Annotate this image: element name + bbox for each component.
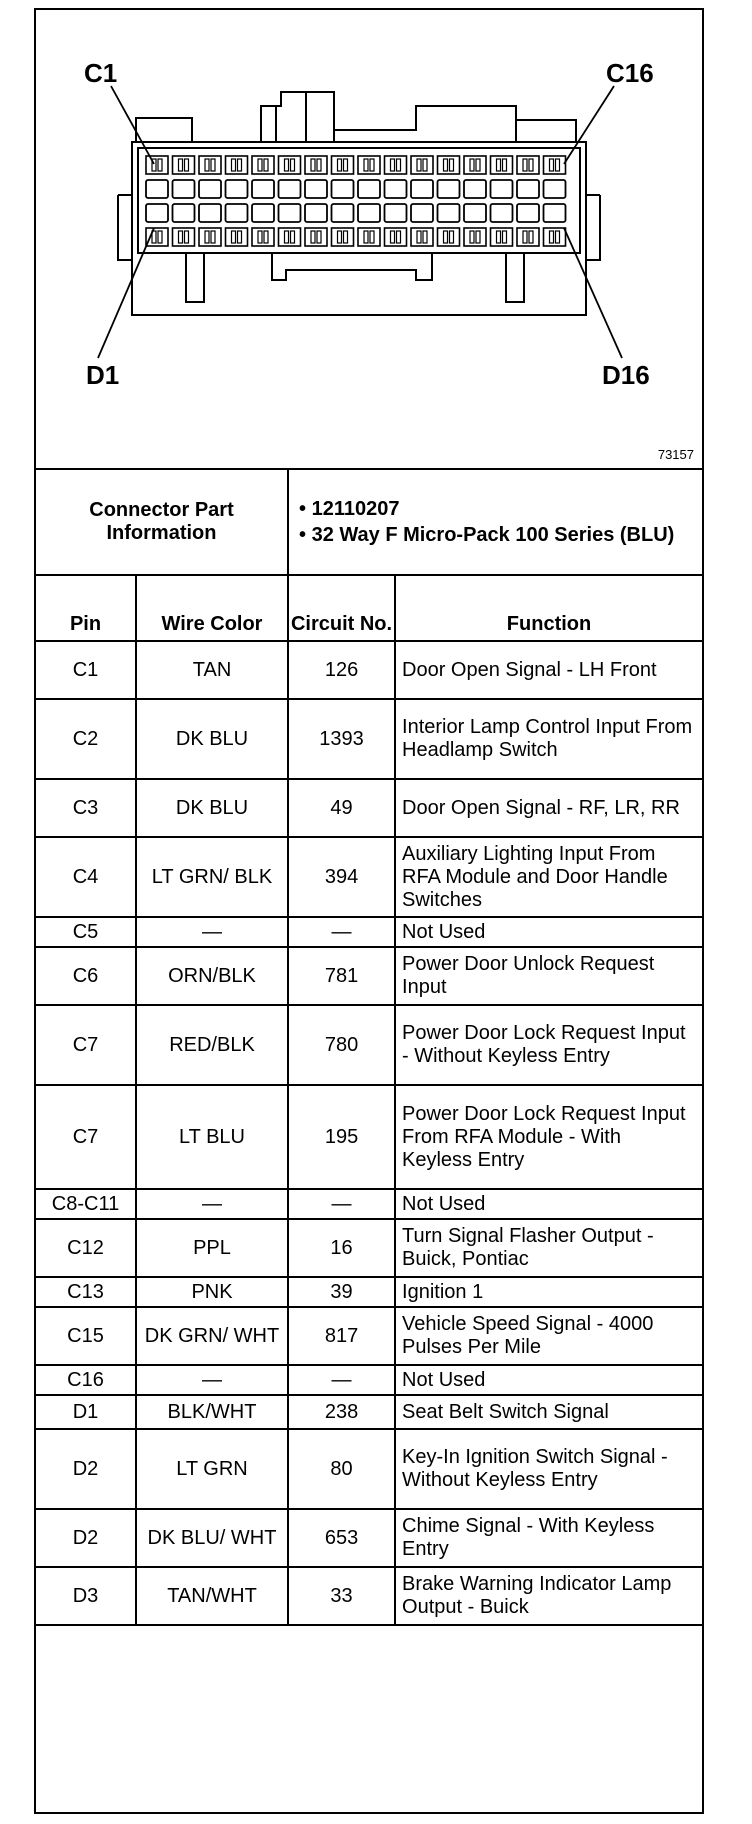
pin-terminal bbox=[364, 231, 368, 243]
pin-cavity bbox=[464, 228, 486, 246]
pin-cavity bbox=[385, 180, 407, 198]
circuit-cell: 49 bbox=[288, 779, 395, 837]
wire-color-cell: LT GRN bbox=[136, 1429, 288, 1509]
circuit-cell: — bbox=[288, 1189, 395, 1219]
bottom-rib-left bbox=[186, 253, 204, 302]
function-cell: Vehicle Speed Signal - 4000 Pulses Per Mile bbox=[395, 1307, 702, 1365]
pin-cavity bbox=[173, 156, 195, 174]
wire-color-cell: ORN/BLK bbox=[136, 947, 288, 1005]
pin-cavity bbox=[438, 180, 460, 198]
header-wire-color: Wire Color bbox=[136, 575, 288, 641]
pin-cavity bbox=[332, 156, 354, 174]
table-row bbox=[36, 1365, 702, 1395]
pin-terminal bbox=[497, 231, 501, 243]
pin-terminal bbox=[370, 159, 374, 171]
pin-cell: C3 bbox=[36, 779, 136, 837]
pin-cell: C13 bbox=[36, 1277, 136, 1307]
pin-terminal bbox=[470, 159, 474, 171]
pin-cell: C1 bbox=[36, 641, 136, 699]
pin-terminal bbox=[232, 231, 236, 243]
pin-cell: C16 bbox=[36, 1365, 136, 1395]
function-cell: Ignition 1 bbox=[395, 1277, 702, 1307]
function-cell: Brake Warning Indicator Lamp Output - Buick bbox=[395, 1567, 702, 1625]
pin-cavity bbox=[358, 228, 380, 246]
pin-terminal bbox=[476, 159, 480, 171]
circuit-cell: 39 bbox=[288, 1277, 395, 1307]
top-latch bbox=[261, 92, 334, 142]
pin-cell: C7 bbox=[36, 1085, 136, 1189]
connector-info-values bbox=[288, 469, 702, 575]
pin-terminal bbox=[523, 231, 527, 243]
pin-cell: C2 bbox=[36, 699, 136, 779]
pin-terminal bbox=[317, 159, 321, 171]
wire-color-cell: DK BLU/ WHT bbox=[136, 1509, 288, 1567]
circuit-cell: 126 bbox=[288, 641, 395, 699]
pin-cavity bbox=[491, 156, 513, 174]
wire-color-cell: — bbox=[136, 1189, 288, 1219]
pin-cavity bbox=[464, 204, 486, 222]
connector-description: • 32 Way F Micro-Pack 100 Series (BLU) bbox=[299, 524, 675, 546]
left-latch bbox=[118, 195, 132, 260]
pin-terminal bbox=[497, 159, 501, 171]
pin-cavity bbox=[438, 156, 460, 174]
pin-cavity bbox=[385, 228, 407, 246]
circuit-cell: 33 bbox=[288, 1567, 395, 1625]
table-row bbox=[36, 1189, 702, 1219]
table-row bbox=[36, 1219, 702, 1277]
pin-terminal bbox=[179, 159, 183, 171]
pin-cavity bbox=[279, 156, 301, 174]
bottom-rib-right bbox=[506, 253, 524, 302]
wire-color-cell: PNK bbox=[136, 1277, 288, 1307]
pin-cavity bbox=[411, 204, 433, 222]
pin-terminal bbox=[556, 231, 560, 243]
table-row bbox=[36, 641, 702, 699]
pin-cavity bbox=[358, 156, 380, 174]
pin-terminal bbox=[529, 159, 533, 171]
wire-color-cell: — bbox=[136, 917, 288, 947]
wire-color-cell: DK BLU bbox=[136, 699, 288, 779]
function-cell: Power Door Unlock Request Input bbox=[395, 947, 702, 1005]
pin-cavity bbox=[146, 156, 168, 174]
wire-color-cell: — bbox=[136, 1365, 288, 1395]
pin-cell: D3 bbox=[36, 1567, 136, 1625]
pin-terminal bbox=[470, 231, 474, 243]
connector-face-drawing bbox=[36, 10, 702, 468]
pin-cavity bbox=[199, 156, 221, 174]
pin-terminal bbox=[397, 159, 401, 171]
pin-cavity bbox=[252, 228, 274, 246]
pin-terminal bbox=[285, 159, 289, 171]
table-row bbox=[36, 1307, 702, 1365]
pin-terminal bbox=[338, 159, 342, 171]
pin-terminal bbox=[185, 231, 189, 243]
pin-cavity bbox=[332, 228, 354, 246]
label-d1: D1 bbox=[86, 360, 120, 390]
pin-terminal bbox=[417, 231, 421, 243]
pin-cavity bbox=[491, 180, 513, 198]
table-row bbox=[36, 1005, 702, 1085]
pin-cavity bbox=[491, 204, 513, 222]
pin-terminal bbox=[444, 231, 448, 243]
function-cell: Not Used bbox=[395, 1189, 702, 1219]
pin-cell: C5 bbox=[36, 917, 136, 947]
pin-terminal bbox=[238, 159, 242, 171]
pin-cell: D2 bbox=[36, 1429, 136, 1509]
pin-terminal bbox=[476, 231, 480, 243]
function-cell: Seat Belt Switch Signal bbox=[395, 1395, 702, 1429]
top-rib-edge bbox=[516, 120, 576, 142]
pin-cavity bbox=[438, 204, 460, 222]
table-row bbox=[36, 947, 702, 1005]
function-cell: Turn Signal Flasher Output - Buick, Pontiac bbox=[395, 1219, 702, 1277]
leader-c16 bbox=[564, 86, 614, 164]
pin-terminal bbox=[158, 159, 162, 171]
table-row bbox=[36, 1277, 702, 1307]
top-rib-right bbox=[334, 106, 516, 142]
leader-d16 bbox=[564, 228, 622, 358]
pin-cell: D2 bbox=[36, 1509, 136, 1567]
pin-cavity bbox=[199, 204, 221, 222]
pin-cavity bbox=[517, 156, 539, 174]
pin-cell: C4 bbox=[36, 837, 136, 917]
pin-cavity bbox=[226, 156, 248, 174]
pin-cavity bbox=[438, 228, 460, 246]
table-row bbox=[36, 1085, 702, 1189]
pin-cavity bbox=[517, 180, 539, 198]
right-latch bbox=[586, 195, 600, 260]
circuit-cell: — bbox=[288, 1365, 395, 1395]
connector-info-row bbox=[36, 469, 702, 575]
circuit-cell: 394 bbox=[288, 837, 395, 917]
pin-cavity bbox=[411, 180, 433, 198]
pin-cavity bbox=[279, 228, 301, 246]
pin-cavity bbox=[305, 180, 327, 198]
label-c1: C1 bbox=[84, 58, 118, 88]
circuit-cell: 195 bbox=[288, 1085, 395, 1189]
connector-info-label: Connector Part Information bbox=[36, 469, 288, 575]
header-pin: Pin bbox=[36, 575, 136, 641]
table-row bbox=[36, 917, 702, 947]
pin-cavity bbox=[173, 180, 195, 198]
circuit-cell: 16 bbox=[288, 1219, 395, 1277]
function-cell: Chime Signal - With Keyless Entry bbox=[395, 1509, 702, 1567]
pin-terminal bbox=[311, 231, 315, 243]
pin-cavity bbox=[199, 180, 221, 198]
bottom-key bbox=[272, 253, 432, 280]
pin-cavity bbox=[305, 228, 327, 246]
pin-cavity bbox=[252, 156, 274, 174]
function-cell: Auxiliary Lighting Input From RFA Module and Door Handle Switches bbox=[395, 837, 702, 917]
pin-terminal bbox=[556, 159, 560, 171]
pin-cavity bbox=[146, 180, 168, 198]
pin-terminal bbox=[232, 159, 236, 171]
wire-color-cell: RED/BLK bbox=[136, 1005, 288, 1085]
pin-cavity bbox=[358, 180, 380, 198]
pin-cavity bbox=[332, 180, 354, 198]
table-row bbox=[36, 1567, 702, 1625]
table-row bbox=[36, 837, 702, 917]
function-cell: Door Open Signal - RF, LR, RR bbox=[395, 779, 702, 837]
pin-terminal bbox=[444, 159, 448, 171]
pin-terminal bbox=[391, 159, 395, 171]
connector-part-number: • 12110207 bbox=[299, 498, 400, 520]
pin-cavity bbox=[358, 204, 380, 222]
pin-terminal bbox=[423, 231, 427, 243]
circuit-cell: 80 bbox=[288, 1429, 395, 1509]
function-cell: Power Door Lock Request Input From RFA Module - With Keyless Entry bbox=[395, 1085, 702, 1189]
table-header-row bbox=[36, 575, 702, 641]
pin-terminal bbox=[185, 159, 189, 171]
pin-cavity bbox=[226, 204, 248, 222]
pin-cavity bbox=[385, 204, 407, 222]
pin-terminal bbox=[397, 231, 401, 243]
pin-terminal bbox=[291, 159, 295, 171]
header-circuit-no: Circuit No. bbox=[288, 575, 395, 641]
label-d16: D16 bbox=[602, 360, 650, 390]
pin-cavity bbox=[544, 204, 566, 222]
pin-terminal bbox=[211, 231, 215, 243]
table-row bbox=[36, 1429, 702, 1509]
function-cell: Key-In Ignition Switch Signal - Without Keyless Entry bbox=[395, 1429, 702, 1509]
pin-terminal bbox=[344, 231, 348, 243]
pin-cavity bbox=[252, 180, 274, 198]
leader-d1 bbox=[98, 228, 154, 358]
pin-cavity bbox=[332, 204, 354, 222]
function-cell: Not Used bbox=[395, 1365, 702, 1395]
wire-color-cell: DK BLU bbox=[136, 779, 288, 837]
pin-cavity bbox=[517, 204, 539, 222]
pinout-table bbox=[36, 468, 702, 1626]
circuit-cell: 1393 bbox=[288, 699, 395, 779]
pin-cavity bbox=[226, 180, 248, 198]
pin-cavity bbox=[279, 204, 301, 222]
pin-cavity bbox=[385, 156, 407, 174]
pin-terminal bbox=[285, 231, 289, 243]
header-function: Function bbox=[395, 575, 702, 641]
pin-terminal bbox=[179, 231, 183, 243]
connector-diagram bbox=[36, 10, 702, 470]
pin-terminal bbox=[370, 231, 374, 243]
pin-cavity bbox=[491, 228, 513, 246]
pin-terminal bbox=[450, 231, 454, 243]
top-rib-left bbox=[136, 118, 192, 142]
wire-color-cell: BLK/WHT bbox=[136, 1395, 288, 1429]
pin-cavity bbox=[226, 228, 248, 246]
pin-terminal bbox=[550, 231, 554, 243]
function-cell: Power Door Lock Request Input - Without Keyless Entry bbox=[395, 1005, 702, 1085]
pin-terminal bbox=[238, 231, 242, 243]
wire-color-cell: TAN bbox=[136, 641, 288, 699]
pin-terminal bbox=[158, 231, 162, 243]
pin-cavity bbox=[173, 228, 195, 246]
pin-cavity bbox=[305, 204, 327, 222]
pin-cell: C12 bbox=[36, 1219, 136, 1277]
pin-terminal bbox=[550, 159, 554, 171]
pin-terminal bbox=[523, 159, 527, 171]
pin-cavity bbox=[544, 180, 566, 198]
pin-cavity bbox=[464, 180, 486, 198]
figure-number: 73157 bbox=[657, 447, 694, 462]
pin-cell: C15 bbox=[36, 1307, 136, 1365]
pin-cavity bbox=[464, 156, 486, 174]
pin-terminal bbox=[258, 159, 262, 171]
function-cell: Interior Lamp Control Input From Headlamp Switch bbox=[395, 699, 702, 779]
pin-terminal bbox=[258, 231, 262, 243]
pin-terminal bbox=[264, 231, 268, 243]
circuit-cell: 653 bbox=[288, 1509, 395, 1567]
pin-terminal bbox=[503, 159, 507, 171]
pin-cell: C7 bbox=[36, 1005, 136, 1085]
circuit-cell: — bbox=[288, 917, 395, 947]
function-cell: Door Open Signal - LH Front bbox=[395, 641, 702, 699]
table-row bbox=[36, 699, 702, 779]
pin-cavity bbox=[173, 204, 195, 222]
wire-color-cell: LT GRN/ BLK bbox=[136, 837, 288, 917]
pin-terminal bbox=[317, 231, 321, 243]
pin-cell: C8-C11 bbox=[36, 1189, 136, 1219]
pin-terminal bbox=[391, 231, 395, 243]
pin-terminal bbox=[503, 231, 507, 243]
connector-sheet bbox=[34, 8, 704, 1814]
function-cell: Not Used bbox=[395, 917, 702, 947]
pin-cavity bbox=[305, 156, 327, 174]
pin-cavity bbox=[199, 228, 221, 246]
pin-cavity bbox=[279, 180, 301, 198]
circuit-cell: 780 bbox=[288, 1005, 395, 1085]
pin-cavity bbox=[411, 228, 433, 246]
pin-cell: C6 bbox=[36, 947, 136, 1005]
table-row bbox=[36, 779, 702, 837]
pin-terminal bbox=[364, 159, 368, 171]
wire-color-cell: PPL bbox=[136, 1219, 288, 1277]
pin-cavity bbox=[544, 228, 566, 246]
pin-terminal bbox=[264, 159, 268, 171]
pin-terminal bbox=[338, 231, 342, 243]
pin-terminal bbox=[529, 231, 533, 243]
pin-terminal bbox=[205, 231, 209, 243]
pin-cavity bbox=[252, 204, 274, 222]
pin-terminal bbox=[211, 159, 215, 171]
wire-color-cell: DK GRN/ WHT bbox=[136, 1307, 288, 1365]
table-row bbox=[36, 1395, 702, 1429]
label-c16: C16 bbox=[606, 58, 654, 88]
circuit-cell: 817 bbox=[288, 1307, 395, 1365]
wire-color-cell: LT BLU bbox=[136, 1085, 288, 1189]
pin-cavity bbox=[146, 204, 168, 222]
pin-terminal bbox=[344, 159, 348, 171]
pin-cavity-frame bbox=[138, 148, 580, 253]
circuit-cell: 781 bbox=[288, 947, 395, 1005]
wire-color-cell: TAN/WHT bbox=[136, 1567, 288, 1625]
circuit-cell: 238 bbox=[288, 1395, 395, 1429]
pin-cavity bbox=[517, 228, 539, 246]
pin-terminal bbox=[205, 159, 209, 171]
pin-terminal bbox=[291, 231, 295, 243]
table-row bbox=[36, 1509, 702, 1567]
pin-terminal bbox=[423, 159, 427, 171]
pin-cavity bbox=[544, 156, 566, 174]
pin-terminal bbox=[311, 159, 315, 171]
pin-terminal bbox=[450, 159, 454, 171]
pin-cell: D1 bbox=[36, 1395, 136, 1429]
pin-terminal bbox=[417, 159, 421, 171]
pin-cavity bbox=[411, 156, 433, 174]
